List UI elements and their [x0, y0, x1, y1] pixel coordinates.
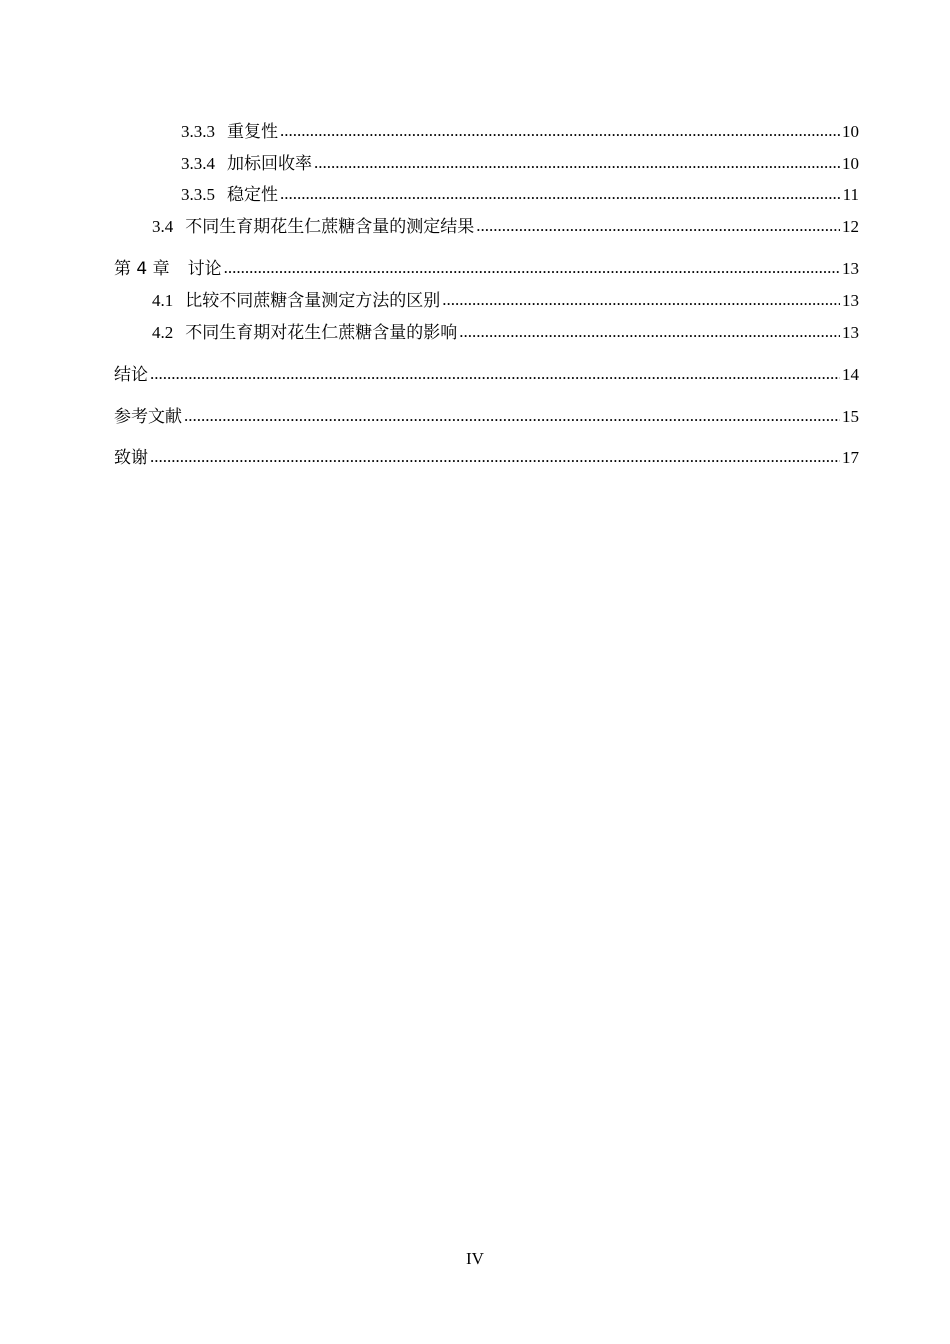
toc-entry-number: 3.3.4 [181, 154, 215, 173]
toc-entry-title: 参考文献 [114, 407, 182, 427]
toc-entry-title: 稳定性 [227, 185, 278, 204]
toc-entry-references[interactable] [114, 406, 859, 428]
toc-entry-page: 10 [842, 122, 859, 141]
toc-entry-number: 3.3.3 [181, 122, 215, 141]
toc-entry-title: 加标回收率 [227, 154, 312, 173]
toc-entry-page: 10 [842, 154, 859, 173]
dot-leader [224, 257, 840, 279]
dot-leader [314, 152, 840, 174]
toc-entry-4-2[interactable] [152, 322, 859, 344]
toc-entry-4-1[interactable] [152, 290, 859, 312]
toc-entry-number: 3.3.5 [181, 185, 215, 204]
dot-leader [150, 363, 840, 385]
toc-entry-title: 比较不同蔗糖含量测定方法的区别 [185, 291, 441, 310]
toc-entry-title: 重复性 [227, 122, 278, 141]
toc-entry-chapter-4[interactable] [114, 258, 859, 280]
dot-leader [442, 289, 840, 311]
toc-entry-3-3-3[interactable] [181, 121, 859, 143]
dot-leader [476, 215, 840, 237]
toc-entry-page: 13 [842, 259, 859, 278]
toc-entry-page: 13 [842, 291, 859, 310]
toc-entry-title: 致谢 [114, 448, 148, 468]
toc-entry-title: 不同生育期花生仁蔗糖含量的测定结果 [185, 217, 475, 236]
dot-leader [280, 183, 841, 205]
toc-entry-number: 4.2 [152, 323, 174, 342]
toc-entry-page: 15 [842, 407, 859, 426]
toc-entry-title: 讨论 [187, 259, 222, 279]
toc-entry-page: 13 [842, 323, 859, 342]
toc-entry-3-3-4[interactable] [181, 153, 859, 175]
page-footer-number: IV [466, 1249, 484, 1268]
dot-leader [459, 321, 840, 343]
toc-entry-acknowledgements[interactable] [114, 447, 859, 469]
toc-entry-title: 不同生育期对花生仁蔗糖含量的影响 [185, 323, 458, 342]
toc-entry-number: 4.1 [152, 291, 174, 310]
dot-leader [150, 446, 840, 468]
toc-entry-title: 结论 [114, 365, 148, 385]
toc-entry-page: 12 [842, 217, 859, 236]
toc-entry-page: 14 [842, 365, 859, 384]
toc-entry-page: 17 [842, 448, 859, 467]
toc-entry-number: 第 4 章 [114, 259, 170, 279]
toc-entry-3-3-5[interactable] [181, 184, 859, 206]
toc-entry-3-4[interactable] [152, 216, 859, 238]
toc-entry-number: 3.4 [152, 217, 174, 236]
toc-entry-conclusion[interactable] [114, 364, 859, 386]
dot-leader [184, 405, 840, 427]
dot-leader [280, 120, 840, 142]
toc-entry-page: 11 [842, 185, 859, 204]
